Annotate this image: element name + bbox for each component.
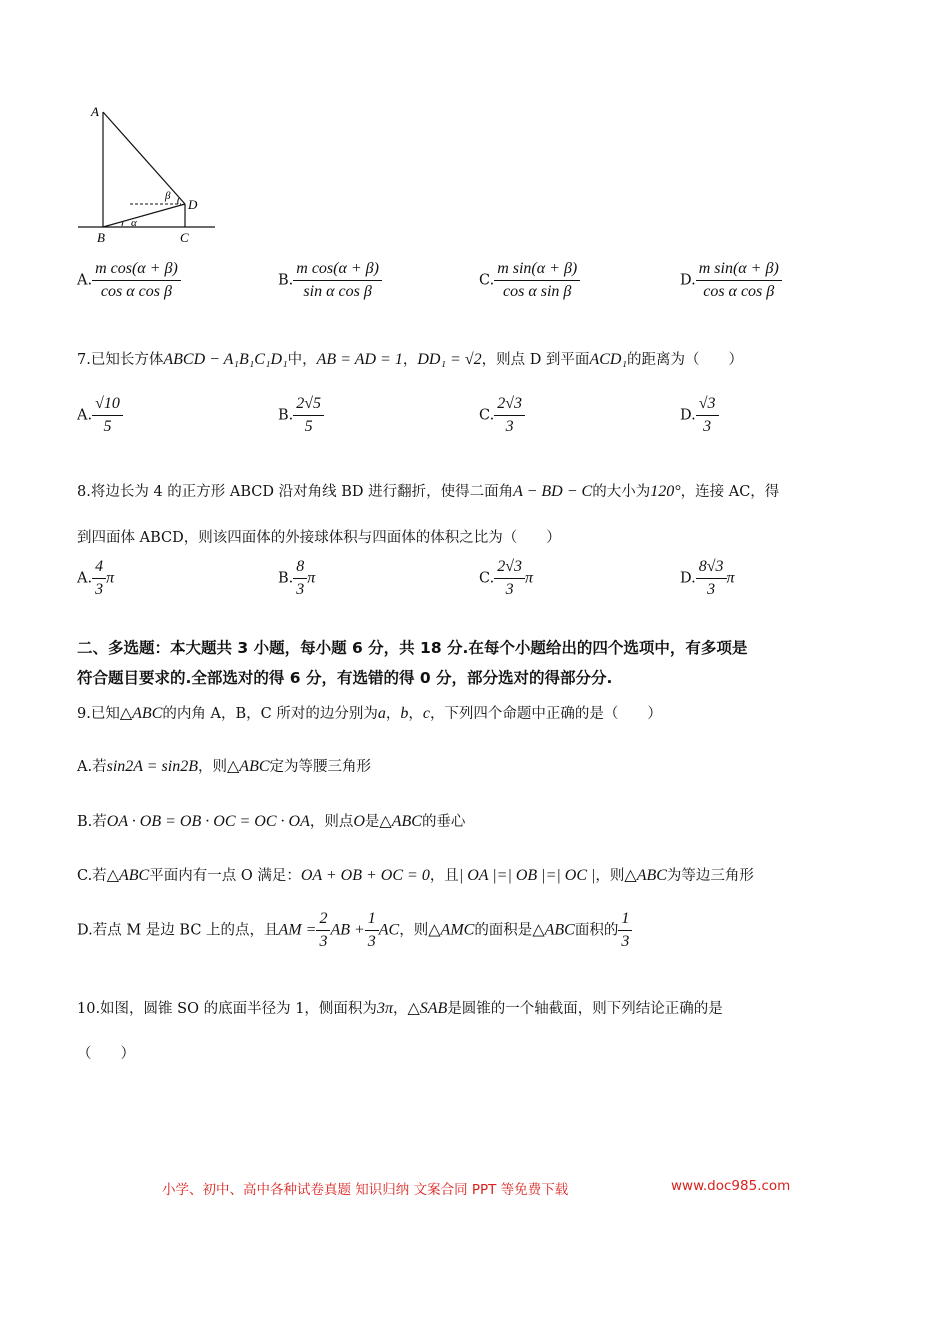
question-8-line-2: 到四面体 ABCD，则该四面体的外接球体积与四面体的体积之比为（ ）: [77, 530, 561, 546]
q9-option-c: C.若△ABC平面内有一点 O 满足：OA + OB + OC = 0，且| OA |=| OB |=| OC |，则△ABC为等边三角形: [77, 867, 754, 884]
section-2-heading-line-1: 二、多选题：本大题共 3 小题，每小题 6 分，共 18 分.在每个小题给出的四个选项中，有多项是: [77, 639, 748, 657]
q6-option-d: D. $\frac{\text{m sin(α + β)}}{\text{cos α cos β}}$: [680, 260, 782, 301]
q9-option-d: D.若点 M 是边 BC 上的点，且AM = $\frac{2}{3}$ AB + $\frac{1}{3}$ AC，则△AMC的面积是△ABC面积的 $\frac{1}{3}$: [77, 910, 632, 951]
q9-option-b: B.若OA · OB = OB · OC = OC · OA，则点O是△ABC的垂心: [77, 813, 466, 830]
triangle-figure: [75, 100, 220, 245]
figure-label-alpha: α: [131, 217, 137, 229]
q9-option-a: A.若sin2A = sin2B，则△ABC定为等腰三角形: [77, 758, 372, 775]
question-10: 10.如图，圆锥 SO 的底面半径为 1，侧面积为3π，△SAB是圆锥的一个轴截面，则下列结论正确的是: [77, 1000, 723, 1017]
q6-option-b: B. $\frac{\text{m cos(α + β)}}{\text{sin α cos β}}$: [278, 260, 382, 301]
q7-option-c: C. $\frac{2√3}{3}$: [479, 395, 525, 436]
question-8-line-1: 8.将边长为 4 的正方形 ABCD 沿对角线 BD 进行翻折，使得二面角A − BD − C的大小为120°，连接 AC，得: [77, 483, 780, 500]
q8-option-c: C. $\frac{2√3}{3}$ π: [479, 558, 533, 598]
question-10-line-2: （ ）: [77, 1046, 135, 1062]
q6-option-a: A. $\frac{\text{m cos(α + β)}}{\text{cos α cos β}}$: [77, 260, 181, 301]
q8-option-d: D. $\frac{8√3}{3}$ π: [680, 558, 735, 598]
figure-label-c: C: [180, 230, 189, 245]
figure-label-beta: β: [165, 190, 171, 202]
figure-label-a: A: [91, 104, 99, 119]
q8-option-b: B. $\frac{8}{3}$ π: [278, 558, 316, 598]
figure-label-d: D: [188, 197, 198, 212]
q7-option-b: B. $\frac{2√5}{5}$: [278, 395, 324, 436]
q6-option-c: C. $\frac{\text{m sin(α + β)}}{\text{cos α sin β}}$: [479, 260, 580, 301]
footer-ad-text: 小学、初中、高中各种试卷真题 知识归纳 文案合同 PPT 等免费下载: [162, 1182, 569, 1198]
question-7: 7.已知长方体ABCD − A₁B₁C₁D₁中，AB = AD = 1，DD₁ = √2，则点 D 到平面ACD₁的距离为（ ）: [77, 351, 743, 368]
section-2-heading-line-2: 符合题目要求的.全部选对的得 6 分，有选错的得 0 分，部分选对的得部分分.: [77, 669, 613, 687]
footer-website-link[interactable]: www.doc985.com: [671, 1178, 791, 1194]
question-9: 9.已知△ABC的内角 A，B，C 所对的边分别为a，b，c，下列四个命题中正确的是（ ）: [77, 705, 662, 722]
figure-label-b: B: [97, 230, 105, 245]
q7-option-a: A. $\frac{√10}{5}$: [77, 395, 123, 436]
q7-option-d: D. $\frac{√3}{3}$: [680, 395, 719, 436]
q8-option-a: A. $\frac{4}{3}$ π: [77, 558, 115, 598]
